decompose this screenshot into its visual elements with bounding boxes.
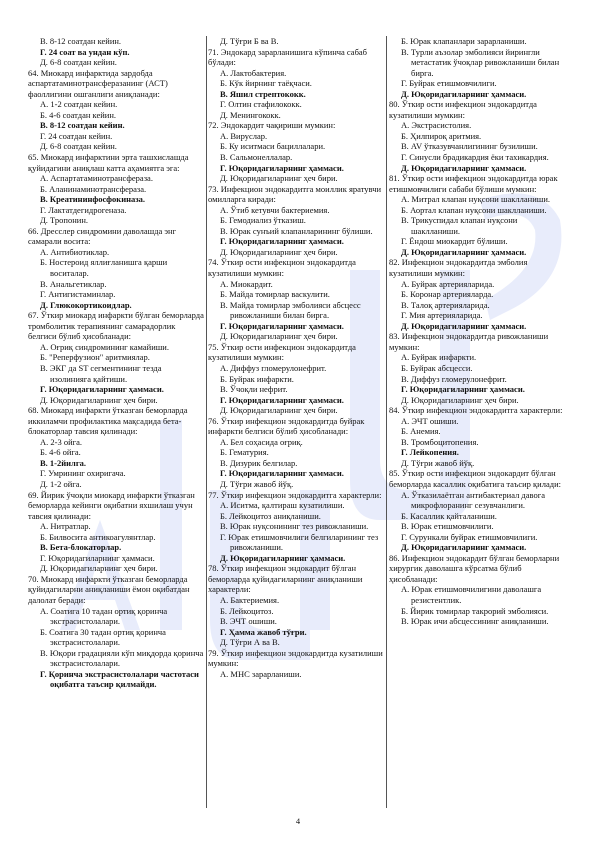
- answer-option: А. Лактобактерия.: [220, 67, 287, 78]
- question-text: 79. Ўткир инфекцион эндокардитда кузатилиши мумкин:: [208, 647, 383, 669]
- answer-option: Б. Лейкоцитоз.: [220, 605, 274, 616]
- answer-option: В. Майда томирлар эмболияси абсцесс ривожланиши билан бирга.: [220, 299, 361, 321]
- answer-option: А. Оғриқ синдромининг камайиши.: [40, 341, 169, 352]
- answer-option: А. Диффуз гломерулонефрит.: [220, 362, 327, 373]
- answer-option: А. Ўтиб кетувчи бактериемия.: [220, 204, 330, 215]
- answer-option: Д. Тўғри жавоб йўқ.: [401, 457, 475, 468]
- answer-option: Г. Умрининг охиригача.: [40, 468, 126, 479]
- answer-option: Б. Аланинаминотрансфераза.: [40, 183, 147, 194]
- answer-option: В. Юрак ичи абсцессининг аниқланиши.: [401, 616, 549, 627]
- question-text: 70. Миокард инфаркти ўтказган беморларда қуйидагиларни аниқланиши ёмон оқибатдан далолат беради:: [28, 573, 190, 605]
- answer-option: А. Бактериемия.: [220, 594, 280, 605]
- answer-option: В. Сальмонеллалар.: [220, 152, 293, 163]
- answer-option: Д. Тропонин.: [40, 215, 88, 226]
- answer-option: В. 1-2йилга.: [40, 457, 87, 468]
- answer-option: А. МНС зарарланиши.: [220, 668, 302, 679]
- answer-option: Б. Юрак клапанлари зарарланиши.: [401, 36, 527, 46]
- answer-option: Г. Юқоридагиларнинг ҳаммаси.: [401, 384, 525, 395]
- question-text: 72. Эндокардит чақириши мумкин:: [208, 120, 336, 131]
- question-text: 86. Инфекцион эндокардит бўлган беморларни хирургик даволашга кўрсатма бўлиб ҳисобланади:: [389, 552, 560, 584]
- answer-option: Г. Сурункали буйрак етишмовчилиги.: [401, 531, 538, 542]
- answer-option: В. Бета-блокаторлар.: [40, 542, 122, 553]
- answer-option: Б. Кўк йирнинг таёқчаси.: [220, 78, 312, 89]
- answer-option: А. Иситма, қалтираш кузатилиши.: [220, 500, 345, 511]
- question-text: 73. Инфекцион эндокардитга моиллик яратувчи омилларга киради:: [208, 183, 382, 205]
- answer-option: Д. Юқоридагиларнинг ҳаммаси.: [401, 162, 527, 173]
- question-text: 76. Ўткир инфекцион эндокардитда буйрак инфаркти белгиси бўлиб ҳисобланади:: [208, 415, 365, 437]
- page-number: 4: [295, 816, 301, 826]
- answer-option: В. Юқори градацияли кўп миқдорда қоринча экстрасистолалари.: [40, 647, 204, 669]
- answer-option: Г. Лактатдегидрогеназа.: [40, 204, 127, 215]
- answer-option: Б. Аортал клапан нуқсони шаклланиши.: [401, 204, 547, 215]
- question-text: 74. Ўткир ости инфекцион эндокардитда кузатилиши мумкин:: [208, 257, 356, 279]
- answer-option: Б. Гемодиализ ўтказиш.: [220, 215, 306, 226]
- answer-option: А. Митрал клапан нуқсони шаклланиши.: [401, 194, 550, 205]
- answer-option: Б. Буйрак инфаркти.: [220, 373, 294, 384]
- answer-option: Д. 1-2 ойга.: [40, 478, 82, 489]
- answer-option: А. Аспартатаминотрансфераза.: [40, 173, 153, 184]
- answer-option: Г. Ҳамма жавоб тўғри.: [220, 626, 307, 637]
- answer-option: Г. Юқоридагиларнинг ҳаммаси.: [40, 552, 155, 563]
- column-middle: [208, 36, 384, 679]
- answer-option: Г. Буйрак етишмовчилиги.: [401, 78, 497, 89]
- answer-option: Г. 24 соат ва ундан кўп.: [40, 46, 130, 57]
- answer-option: В. Трикуспидал клапан нуқсони шаклланиши.: [401, 215, 518, 236]
- answer-option: В. Юрак нуқсонининг тез ривожланиши.: [220, 521, 369, 532]
- answer-option: Д. Юқоридагиларнинг ҳаммаси.: [220, 552, 346, 563]
- answer-option: Г. Юқоридагиларнинг ҳаммаси.: [220, 468, 344, 479]
- question-text: 78. Ўткир инфекцион эндокардит бўлган беморларда қуйидагиларнинг аниқланиши характерли:: [208, 563, 363, 595]
- answer-option: А. 2-3 ойга.: [40, 436, 83, 447]
- question-text: 81. Ўткир ости инфекцион эндокардитда юрак етишмовчилиги сабаби бўлиши мумкин:: [389, 173, 558, 194]
- answer-option: А. Бел соҳасида оғриқ.: [220, 436, 303, 447]
- answer-option: Д. Менингококк.: [220, 109, 281, 120]
- question-text: 66. Дресслер синдромини даволашда энг самарали восита:: [28, 225, 177, 247]
- answer-option: Г. Юқоридагиларнинг ҳаммаси.: [40, 384, 164, 395]
- question-text: 68. Миокард инфаркти ўтказган беморларда иккиламчи профилактика мақсадида бета-блокаторлар тавсия қилинади:: [28, 405, 188, 437]
- answer-option: В. ЭКГ да ST сегментининг тезда изолинияга қайтиши.: [40, 362, 162, 384]
- answer-option: Б. Ку иситмаси бациллалари.: [220, 141, 326, 152]
- question-text: 71. Эндокард зарарланишига кўпинча сабаб бўлади:: [208, 46, 367, 68]
- answer-option: В. ЭЧТ ошиши.: [220, 616, 277, 627]
- question-text: 85. Ўткир ости инфекцион эндокардит бўлган беморларда касаллик оқибатига таъсир қилади:: [389, 468, 561, 489]
- answer-option: Б. 4-6 соатдан кейин.: [40, 109, 116, 120]
- answer-option: Г. Юқоридагиларнинг ҳаммаси.: [220, 320, 344, 331]
- question-text: 77. Ўткир инфекцион эндокардитга характерли:: [208, 489, 382, 500]
- answer-option: Д. Юқоридагиларнинг ҳаммаси.: [401, 542, 527, 553]
- answer-option: Б. Соатига 30 тадан ортиқ қоринча экстрасистолалари.: [40, 626, 166, 648]
- answer-option: В. Креатининфосфокиназа.: [40, 194, 146, 205]
- answer-option: Б. 4-6 ойга.: [40, 447, 81, 458]
- question-text: 64. Миокард инфарктида зардобда аспартатаминотрансферазанинг (АСТ) фаоллигини ошганлиги аниқланади:: [28, 67, 168, 99]
- column-left: [28, 36, 204, 690]
- question-text: 84. Ўткир инфекцион эндокардитга характерли:: [389, 405, 563, 416]
- answer-option: Д. Тўғри жавоб йўқ.: [220, 478, 294, 489]
- answer-option: Г. Юқоридагиларнинг ҳаммаси.: [220, 394, 344, 405]
- answer-option: Б. Билвосита антикоагулянтлар.: [40, 531, 156, 542]
- answer-option: А. Соатига 10 тадан ортиқ қоринча экстрасистолалари.: [40, 605, 168, 627]
- answer-option: Д. Юқоридагиларнинг ҳеч бири.: [401, 394, 519, 405]
- answer-option: А. Буйрак инфаркти.: [401, 352, 477, 363]
- answer-option: Д. Юқоридагиларнинг ҳеч бири.: [40, 394, 158, 405]
- question-text: 75. Ўткир ости инфекцион эндокардитда кузатилиши мумкин:: [208, 341, 356, 363]
- answer-option: Г. Мия артерияларида.: [401, 310, 483, 321]
- answer-option: В. Юрак етишмовчилиги.: [401, 521, 494, 532]
- answer-option: Д. Юқоридагиларнинг ҳеч бири.: [220, 173, 338, 184]
- answer-option: Д. Юқоридагиларнинг ҳаммаси.: [401, 320, 527, 331]
- question-text: 69. Йирик ўчоқли миокард инфаркти ўтказган беморларда кейинги оқибатни яхшилаш учун тавсия қилинади:: [28, 489, 195, 521]
- answer-option: Д. Тўғри Б ва В.: [220, 36, 279, 46]
- answer-option: Б. Майда томирлар васкулити.: [220, 289, 330, 300]
- answer-option: А. ЭЧТ ошиши.: [401, 415, 459, 426]
- question-text: 80. Ўткир ости инфекцион эндокардитда кузатилиши мумкин:: [389, 99, 537, 120]
- answer-option: Б. Коронар артерияларда.: [401, 289, 494, 300]
- answer-option: Д. 6-8 соатдан кейин.: [40, 57, 117, 68]
- answer-option: В. 8-12 соатдан кейин.: [40, 120, 125, 131]
- answer-option: Д. Юқоридагиларнинг ҳеч бири.: [220, 331, 338, 342]
- answer-option: Б. Гематурия.: [220, 447, 269, 458]
- answer-option: В. Тромбоцитопения.: [401, 436, 479, 447]
- answer-option: Д. 6-8 соатдан кейин.: [40, 141, 117, 152]
- column-right: [389, 36, 565, 627]
- answer-option: Б. Лейкоцитоз аниқланиши.: [220, 510, 321, 521]
- answer-option: А. Юрак етишмовчилигини даволашга резистентлик.: [401, 584, 542, 605]
- answer-option: Г. Олтин стафилококк.: [220, 99, 302, 110]
- answer-option: Д. Тўғри А ва В.: [220, 637, 280, 648]
- answer-option: Б. Ностероид яллиғланишга қарши воситалар.: [40, 257, 168, 279]
- answer-option: В. Ўчоқли нефрит.: [220, 384, 288, 395]
- answer-option: А. Миокардит.: [220, 278, 273, 289]
- answer-option: В. 8-12 соатдан кейин.: [40, 36, 122, 46]
- question-text: 67. Ўткир миокард инфаркти бўлган беморларда тромболитик терапиянинг самарадорлик белгиси бўлиб ҳисобланади:: [28, 310, 204, 342]
- answer-option: Д. Глюкокортикоидлар.: [40, 299, 132, 310]
- answer-option: Д. Юқоридагиларнинг ҳаммаси.: [401, 88, 527, 99]
- answer-option: Б. Буйрак абсцесси.: [401, 362, 473, 373]
- answer-option: Г. Юқоридагиларнинг ҳаммаси.: [220, 236, 344, 247]
- answer-option: Г. Антигистаминлар.: [40, 289, 116, 300]
- answer-option: Б. Анемия.: [401, 426, 441, 437]
- answer-option: В. Диффуз гломерулонефрит.: [401, 373, 507, 384]
- answer-option: Г. Синусли брадикардия ёки тахикардия.: [401, 152, 549, 163]
- answer-option: Д. Юқоридагиларнинг ҳеч бири.: [220, 246, 338, 257]
- answer-option: Б. Йирик томирлар такрорий эмболияси.: [401, 605, 549, 616]
- answer-option: Г. Лейкопения.: [401, 447, 459, 458]
- answer-option: А. Антибиотиклар.: [40, 246, 110, 257]
- answer-option: А. Вируслар.: [220, 130, 268, 141]
- answer-option: А. Экстрасистолия.: [401, 120, 472, 131]
- answer-option: В. Юрак сунъий клапанларининг бўлиши.: [220, 225, 373, 236]
- answer-option: Г. Ёндош миокардит бўлиши.: [401, 236, 508, 247]
- answer-option: Г. Қоринча экстрасистолалари частотаси оқибатга таъсир қилмайди.: [40, 668, 199, 690]
- answer-option: А. Ўтказилаётган антибактериал давога микрофлоранинг сезувчанлиги.: [401, 489, 545, 511]
- answer-option: В. Турли аъзолар эмболияси йирингли метастатик ўчоқлар ривожланиши билан бирга.: [401, 46, 560, 78]
- answer-option: Д. Юқоридагиларнинг ҳеч бири.: [220, 405, 338, 416]
- answer-option: В. Яшил стрептококк.: [220, 88, 306, 99]
- answer-option: А. Нитратлар.: [40, 521, 91, 532]
- question-text: 83. Инфекцион эндокардитда ривожланиши мумкин:: [389, 331, 549, 352]
- answer-option: А. Буйрак артерияларида.: [401, 278, 495, 289]
- answer-option: В. Дизурик белгилар.: [220, 457, 298, 468]
- answer-option: Д. Юқоридагиларнинг ҳаммаси.: [401, 246, 527, 257]
- answer-option: В. Анальгетиклар.: [40, 278, 107, 289]
- answer-option: В. Талоқ артерияларида.: [401, 299, 490, 310]
- answer-option: Г. 24 соатдан кейин.: [40, 130, 113, 141]
- answer-option: В. AV ўтказувчанлигининг бузилиши.: [401, 141, 538, 152]
- question-text: 82. Инфекцион эндокардитда эмболия кузатилиши мумкин:: [389, 257, 528, 279]
- answer-option: Б. Ҳилпироқ аритмия.: [401, 130, 482, 141]
- answer-option: Б. "Реперфузион" аритмиялар.: [40, 352, 150, 363]
- answer-option: Г. Юқоридагиларнинг ҳаммаси.: [220, 162, 344, 173]
- answer-option: Б. Касаллик қайталаниши.: [401, 510, 497, 521]
- question-text: 65. Миокард инфарктини эрта ташхислашда қуйидагини аниқлаш катта аҳамиятга эга:: [28, 152, 189, 173]
- answer-option: А. 1-2 соатдан кейин.: [40, 99, 118, 110]
- answer-option: Г. Юрак етишмовчилиги белгиларининг тез ривожланиши.: [220, 531, 379, 553]
- answer-option: Д. Юқоридагиларнинг ҳеч бири.: [40, 563, 158, 574]
